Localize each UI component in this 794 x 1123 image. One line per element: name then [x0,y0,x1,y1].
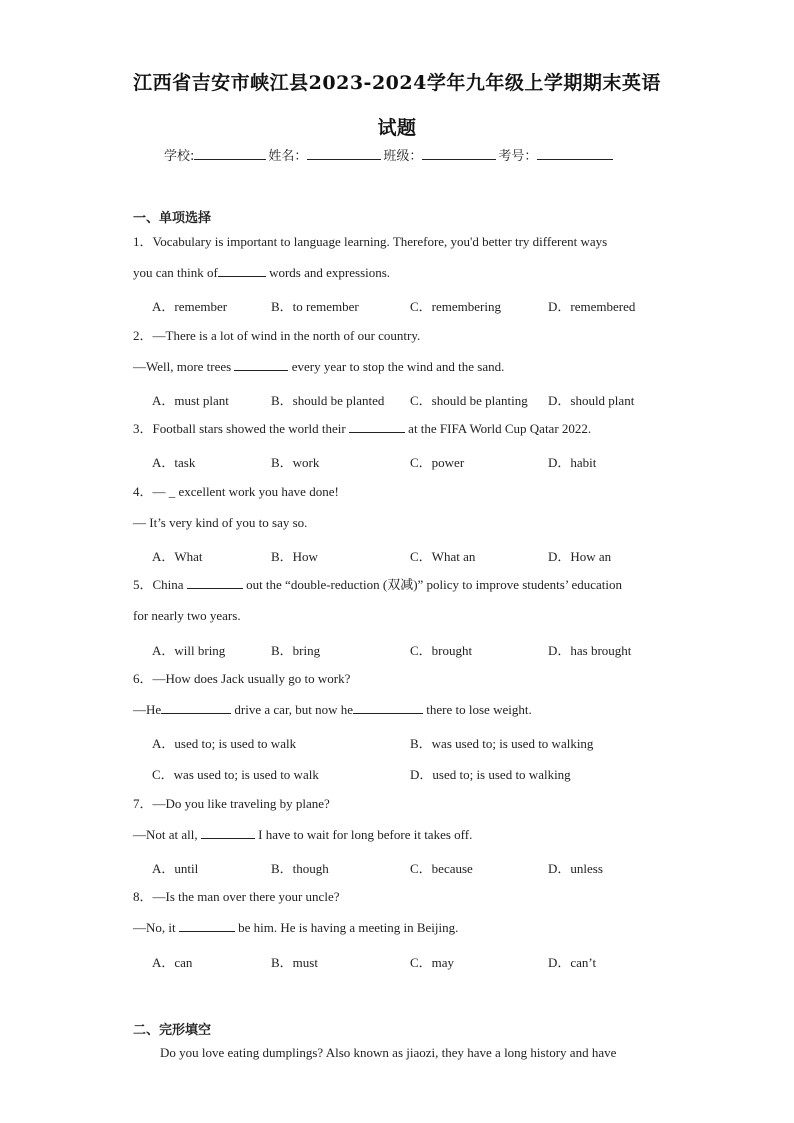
q3-option-c[interactable]: C．power [410,455,465,470]
q2-option-d[interactable]: D．should plant [548,393,635,408]
q1-stem-line2: you can think of words and expressions. [133,265,391,280]
q4-option-d[interactable]: D．How an [548,549,612,564]
q3-option-a[interactable]: A．task [152,455,196,470]
section-heading-cloze: 二、完形填空 [133,1023,212,1038]
q3-blank [349,421,405,433]
q6-stem-line2: —He drive a car, but now he there to lose weight. [133,702,532,717]
q4-stem-line1: 4．— _ excellent work you have done! [133,484,339,499]
q1-stem-line1: 1．Vocabulary is important to language learning. Therefore, you'd better try different ways [133,234,608,249]
q6-option-d[interactable]: D．used to; is used to walking [410,767,571,782]
q7-option-d[interactable]: D．unless [548,861,603,876]
q5-option-a[interactable]: A．will bring [152,643,226,658]
q4-option-c[interactable]: C．What an [410,549,476,564]
q2-option-c[interactable]: C．should be planting [410,393,528,408]
q7-stem-line1: 7．—Do you like traveling by plane? [133,796,330,811]
q5-option-c[interactable]: C．brought [410,643,473,658]
q5-blank [187,577,243,589]
q6-blank-1 [161,702,231,714]
q5-option-d[interactable]: D．has brought [548,643,632,658]
q3-option-b[interactable]: B．work [271,455,320,470]
q3-option-d[interactable]: D．habit [548,455,597,470]
exam-title-line2: 试题 [377,117,417,139]
q7-blank [201,827,255,839]
q8-option-a[interactable]: A．can [152,955,193,970]
q5-stem-line2: for nearly two years. [133,608,241,623]
class-label: 班级： [383,149,423,164]
q2-option-a[interactable]: A．must plant [152,393,229,408]
q5-option-b[interactable]: B．bring [271,643,321,658]
q6-option-a[interactable]: A．used to; is used to walk [152,736,297,751]
q8-stem-line2: —No, it be him. He is having a meeting in Beijing. [133,920,459,935]
school-blank[interactable] [194,147,266,160]
q8-blank [179,920,235,932]
q2-option-b[interactable]: B．should be planted [271,393,385,408]
q2-blank [234,359,288,371]
q1-option-c[interactable]: C．remembering [410,299,501,314]
q8-option-d[interactable]: D．can’t [548,955,597,970]
class-blank[interactable] [422,147,496,160]
q3-stem-line1: 3．Football stars showed the world their at the FIFA World Cup Qatar 2022. [133,421,592,436]
q4-blank: _ [168,484,176,499]
q4-option-a[interactable]: A．What [152,549,203,564]
q6-option-c[interactable]: C．was used to; is used to walk [152,767,319,782]
q1-option-b[interactable]: B．to remember [271,299,359,314]
q7-option-b[interactable]: B．though [271,861,329,876]
q5-stem-line1: 5．China out the “double-reduction (双减)” policy to improve students’ education [133,577,622,592]
exam-title-line1: 江西省吉安市峡江县2023-2024学年九年级上学期期末英语 [133,72,661,94]
q2-stem-line2: —Well, more trees every year to stop the wind and the sand. [133,359,505,374]
q1-blank [218,265,266,277]
q8-option-b[interactable]: B．must [271,955,318,970]
student-info-row [164,145,615,164]
school-label: 学校: [164,149,195,164]
q7-option-a[interactable]: A．until [152,861,199,876]
cloze-passage-line1: Do you love eating dumplings? Also known as jiaozi, they have a long history and have [160,1045,617,1060]
q4-option-b[interactable]: B．How [271,549,318,564]
q4-stem-line2: — It’s very kind of you to say so. [133,515,308,530]
q1-option-d[interactable]: D．remembered [548,299,636,314]
q6-blank-2 [353,702,423,714]
q8-option-c[interactable]: C．may [410,955,455,970]
section-heading-single-choice: 一、单项选择 [133,211,212,226]
q6-option-b[interactable]: B．was used to; is used to walking [410,736,594,751]
q2-stem-line1: 2．—There is a lot of wind in the north of our country. [133,328,421,343]
q1-option-a[interactable]: A．remember [152,299,228,314]
name-blank[interactable] [307,147,381,160]
q7-option-c[interactable]: C．because [410,861,473,876]
number-label: 考号： [498,149,538,164]
q8-stem-line1: 8．—Is the man over there your uncle? [133,889,340,904]
number-blank[interactable] [537,147,613,160]
q7-stem-line2: —Not at all, I have to wait for long before it takes off. [133,827,473,842]
q6-stem-line1: 6．—How does Jack usually go to work? [133,671,351,686]
name-label: 姓名： [268,149,308,164]
